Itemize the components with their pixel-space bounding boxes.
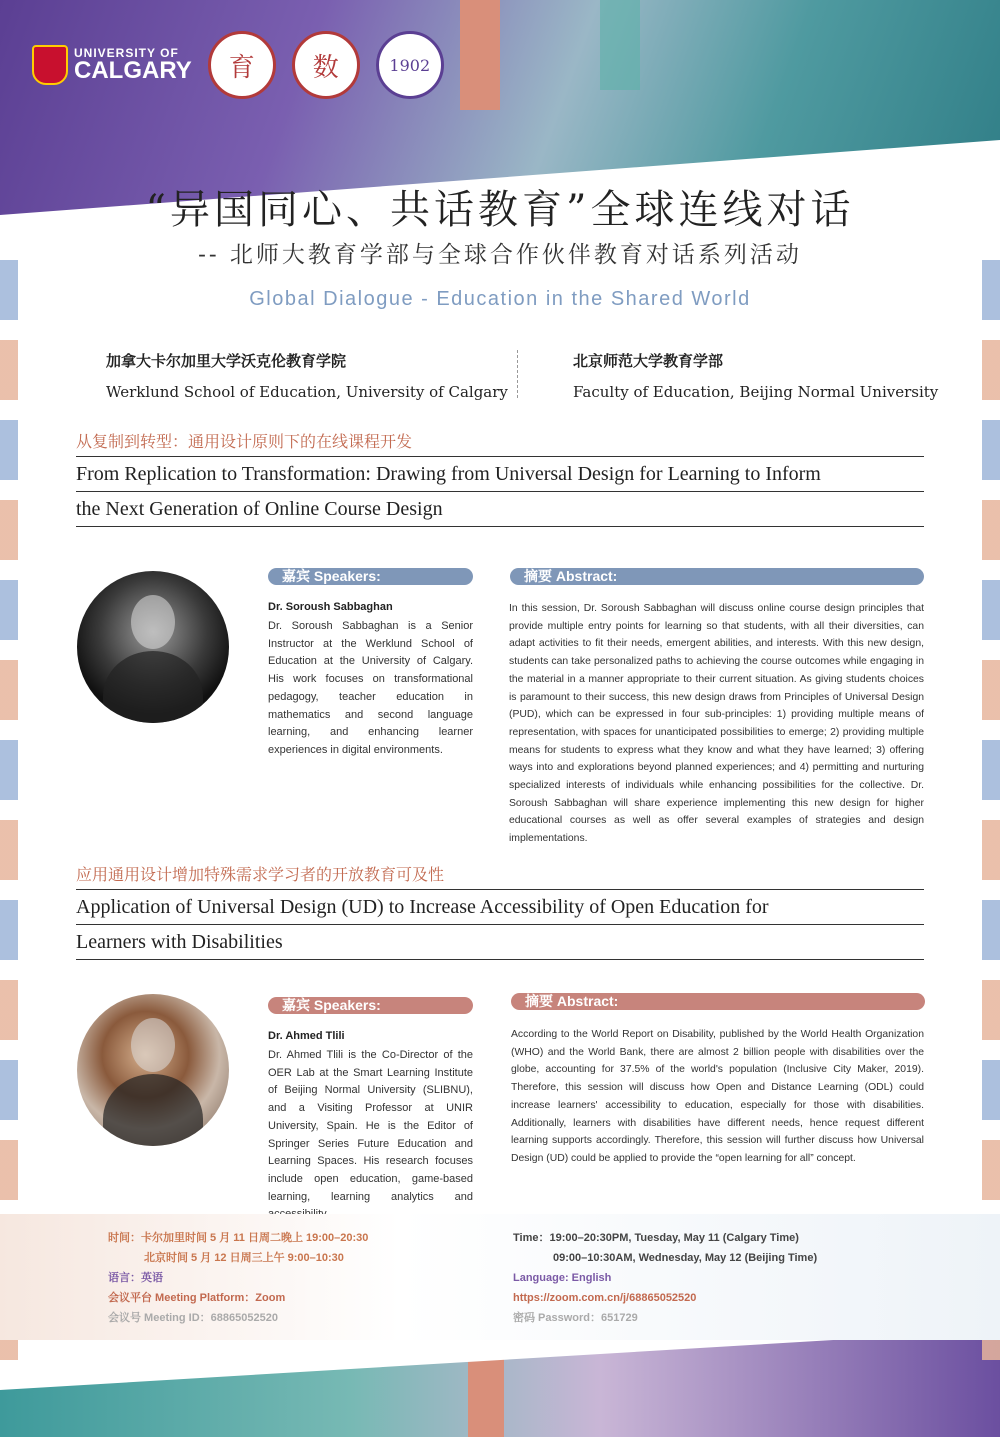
speaker1-avatar (77, 571, 229, 723)
session2-topic-en (76, 889, 924, 960)
right-edge-stripes (982, 260, 1000, 1360)
session2-speakers-label: 嘉宾 Speakers: (268, 997, 473, 1014)
bnu-seal-icon (376, 31, 444, 99)
page-title: “异国同心、共话教育”全球连线对话 (145, 187, 855, 233)
logo-line-1: UNIVERSITY OF (74, 46, 179, 60)
info-cn-time1: 时间：卡尔加里时间 5 月 11 日周二晚上 19:00–20:30 (108, 1232, 369, 1244)
speaker1-name: Dr. Soroush Sabbaghan (268, 601, 393, 613)
org-right-cn: 北京师范大学教育学部 (573, 352, 724, 370)
org-right-en: Faculty of Education, Beijing Normal University (573, 383, 939, 401)
session1-speakers-label: 嘉宾 Speakers: (268, 568, 473, 585)
page-subtitle: -- 北师大教育学部与全球合作伙伴教育对话系列活动 (198, 242, 802, 268)
session1-abstract: In this session, Dr. Soroush Sabbaghan will discuss online course design principles that provide multiple entry points for learning so that students, with all their diversities, can adapt activities to fit their needs, emergent abilities, and interests. With this new design, students can take personalized paths to achieving the course outcomes while engaging in the material in a manner appropriate to their current situation. As giving students choices is paramount to their success, this new design draws from Principles of Universal Design (PUD), which can be expressed in four sub-principles: 1) providing multiple means of representation, with spaces for unanticipated possibilities to emerge; 2) providing multiple means for students to express what they know and what they have learned; 3) offering ways into and explorations beyond planned experiences; and 4) permitting and nurturing specialized interests of individuals while enhancing possibilities for the collective. Dr. Soroush Sabbaghan will share experience implementing this new design for higher educational courses as well as offer several examples of strategies and design implementations. (509, 603, 924, 845)
info-cn-platform: 会议平台 Meeting Platform：Zoom (108, 1292, 286, 1304)
session1-topic-cn: 从复制到转型：通用设计原则下的在线课程开发 (76, 432, 413, 451)
session1-topic-en (76, 456, 924, 527)
meeting-info-en (513, 1228, 817, 1328)
session2-topic-line2: Learners with Disabilities (76, 931, 283, 953)
seal-3-glyph: 1902 (389, 55, 431, 75)
session2-abstract-label: 摘要 Abstract: (511, 993, 925, 1010)
info-cn-time2: 北京时间 5 月 12 日周三上午 9:00–10:30 (144, 1252, 344, 1264)
session1-topic-line2: the Next Generation of Online Course Design (76, 498, 443, 520)
org-werklund (106, 350, 508, 401)
meeting-info-cn (108, 1228, 368, 1328)
info-en-time2: 09:00–10:30AM, Wednesday, May 12 (Beijing Time) (553, 1252, 818, 1264)
session1-topic-line1: From Replication to Transformation: Drawing from Universal Design for Learning to Inform (76, 457, 924, 492)
info-en-password: 密码 Password：651729 (513, 1312, 638, 1324)
zoom-link[interactable]: https://zoom.com.cn/j/68865052520 (513, 1292, 697, 1304)
speaker2-body-shape (103, 1074, 203, 1146)
speaker2-avatar (77, 994, 229, 1146)
info-en-time1: Time：19:00–20:30PM, Tuesday, May 11 (Calgary Time) (513, 1232, 799, 1244)
org-left-cn: 加拿大卡尔加里大学沃克伦教育学院 (106, 352, 347, 370)
speaker2-name: Dr. Ahmed Tlili (268, 1030, 345, 1042)
session2-topic-line1: Application of Universal Design (UD) to Increase Accessibility of Open Education for (76, 890, 924, 925)
speaker1-body-shape (103, 651, 203, 723)
info-cn-language: 语言：英语 (108, 1272, 163, 1284)
english-title: Global Dialogue - Education in the Shared World (249, 288, 751, 310)
org-divider (517, 350, 518, 398)
calgary-crest-icon (32, 45, 68, 85)
university-of-calgary-logo (32, 45, 192, 85)
left-edge-stripes (0, 260, 18, 1360)
info-cn-meeting-id: 会议号 Meeting ID：68865052520 (108, 1312, 278, 1324)
session2-topic-cn: 应用通用设计增加特殊需求学习者的开放教育可及性 (76, 865, 445, 884)
speaker1-head-shape (131, 595, 175, 649)
logo-row (32, 30, 444, 100)
seal-icon-2 (292, 31, 360, 99)
speaker1-bio: Dr. Soroush Sabbaghan is a Senior Instructor at the Werklund School of Education at the University of Calgary. His work focuses on transformational pedagogy, teacher education in mathematics and second language learning, and enhancing learner experiences in digital environments. (268, 620, 473, 756)
speaker2-head-shape (131, 1018, 175, 1072)
seal-2-glyph: 数 (312, 52, 339, 83)
org-left-en: Werklund School of Education, University of Calgary (106, 383, 508, 401)
session2-abstract: According to the World Report on Disability, published by the World Health Organization (WHO) and the World Bank, there are almost 2 billion people with disabilities over the globe, accounting for 37.5% of the world's population (Inclusive City Maker, 2019). Therefore, this session will discuss how Open and Distance Learning (ODL) could increase learners' accessibility to education, especially for those with disabilities. Additionally, learners with disabilities have different needs, hence request different learning supports accordingly. Therefore, this session will further discuss how Universal Design (UD) could be applied to provide the “open learning for all” concept. (511, 1029, 924, 1164)
logo-line-2: CALGARY (74, 57, 192, 84)
info-en-language: Language: English (513, 1272, 612, 1284)
speaker2-bio: Dr. Ahmed Tlili is the Co-Director of the OER Lab at the Smart Learning Institute of Beijing Normal University (SLIBNU), and a Visiting Professor at UNIR University, Spain. He is the Editor of Springer Series Future Education and Learning Spaces. His research focuses include open education, game-based learning, learning analytics and (268, 1049, 473, 1203)
seal-icon-1 (208, 31, 276, 99)
org-bnu (573, 350, 938, 401)
session1-abstract-label: 摘要 Abstract: (510, 568, 924, 585)
seal-1-glyph: 育 (228, 52, 255, 83)
